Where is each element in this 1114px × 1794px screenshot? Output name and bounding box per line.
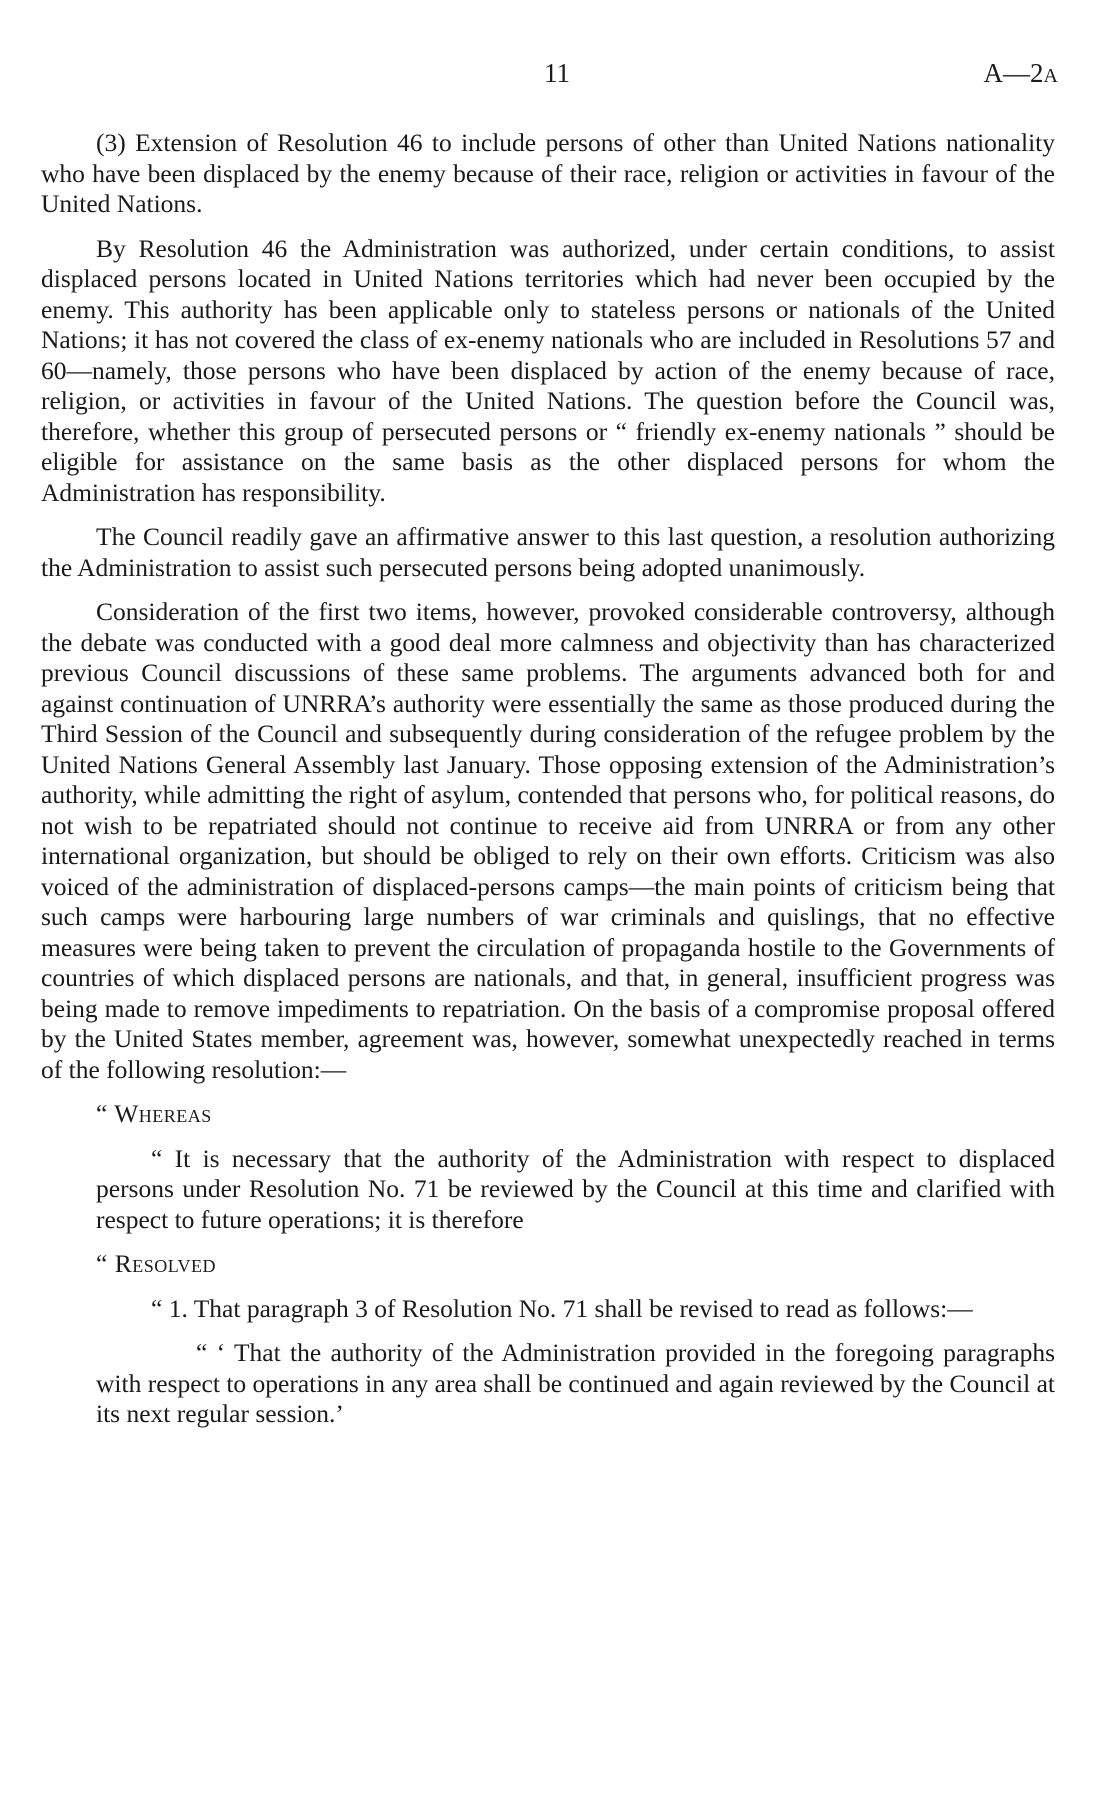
document-reference [984, 58, 1058, 89]
paragraph-resolution-46: By Resolution 46 the Administration was authorized, under certain conditions, to assist displaced persons located in United Nations territories which had never been occupied by the enemy. This authority has been applicable only to stateless persons or nationals of the United Nations; it has not covered the class of ex-enemy nationals who are included in Resolutions 57 and 60—namely, those persons who have been displaced by action of the enemy because of race, religion, or activities in favour of the United Nations. The question before the Council was, therefore, whether this group of persecuted persons or “ friendly ex-enemy nationals ” should be eligible for assistance on the same basis as the other displaced persons for whom the Administration has responsibility. [41, 233, 1055, 507]
resolved-heading: “ Resolved [96, 1249, 217, 1278]
paragraph-controversy: Consideration of the first two items, however, provoked considerable controversy, although the debate was conducted with a good deal more calmness and objectivity than has characterized previous Council discussions of these same problems. The arguments advanced both for and against continuation of UNRRA’s authority were essentially the same as those produced during the Third Session of the Council and subsequently during consideration of the refugee problem by the United Nations General Assembly last January. Those opposing extension of the Administration’s authority, while admitting the right of asylum, contended that persons who, for political reasons, do not wish to be repatriated should not continue to receive aid from UNRRA or from any other international organization, but should be obliged to rely on their own efforts. Criticism was also voiced of the administration of displaced-persons camps—the main points of criticism being that such camps were harbouring large numbers of war criminals and quislings, that no effective measures were being taken to prevent the circulation of propaganda hostile to the Governments of countries of which displaced persons are nationals, and that, in general, insufficient progress was being made to remove impediments to repatriation. On the basis of a compromise proposal offered by the United States member, agreement was, however, somewhat unexpectedly reached in terms of the following resolution:— [41, 597, 1055, 1084]
paragraph-quoted-revision: “ ‘ That the authority of the Administration provided in the foregoing paragraphs with respect to operations in any area shall be continued and again reviewed by the Council at its next regular session.’ [96, 1338, 1055, 1428]
whereas-heading: “ Whereas [96, 1099, 212, 1128]
body-text [41, 128, 1055, 1430]
paragraph-resolved-1: “ 1. That paragraph 3 of Resolution No. 71 shall be revised to read as follows:— [151, 1293, 973, 1323]
paragraph-extension-heading: (3) Extension of Resolution 46 to include persons of other than United Nations nationality who have been displaced by the enemy because of their race, religion or activities in favour of the United Nations. [41, 128, 1055, 218]
page-header [0, 58, 1114, 98]
document-reference-prefix: A—2 [983, 58, 1044, 88]
paragraph-whereas-text: “ It is necessary that the authority of the Administration with respect to displaced persons under Resolution No. 71 be reviewed by the Council at this time and clarified with respect to future operations; it is therefore [96, 1143, 1055, 1234]
paragraph-council-affirmative: The Council readily gave an affirmative answer to this last question, a resolution authorizing the Administration to assist such persecuted persons being adopted unanimously. [41, 522, 1055, 582]
document-reference-suffix: A [1043, 65, 1058, 87]
page-number: 11 [544, 58, 570, 88]
